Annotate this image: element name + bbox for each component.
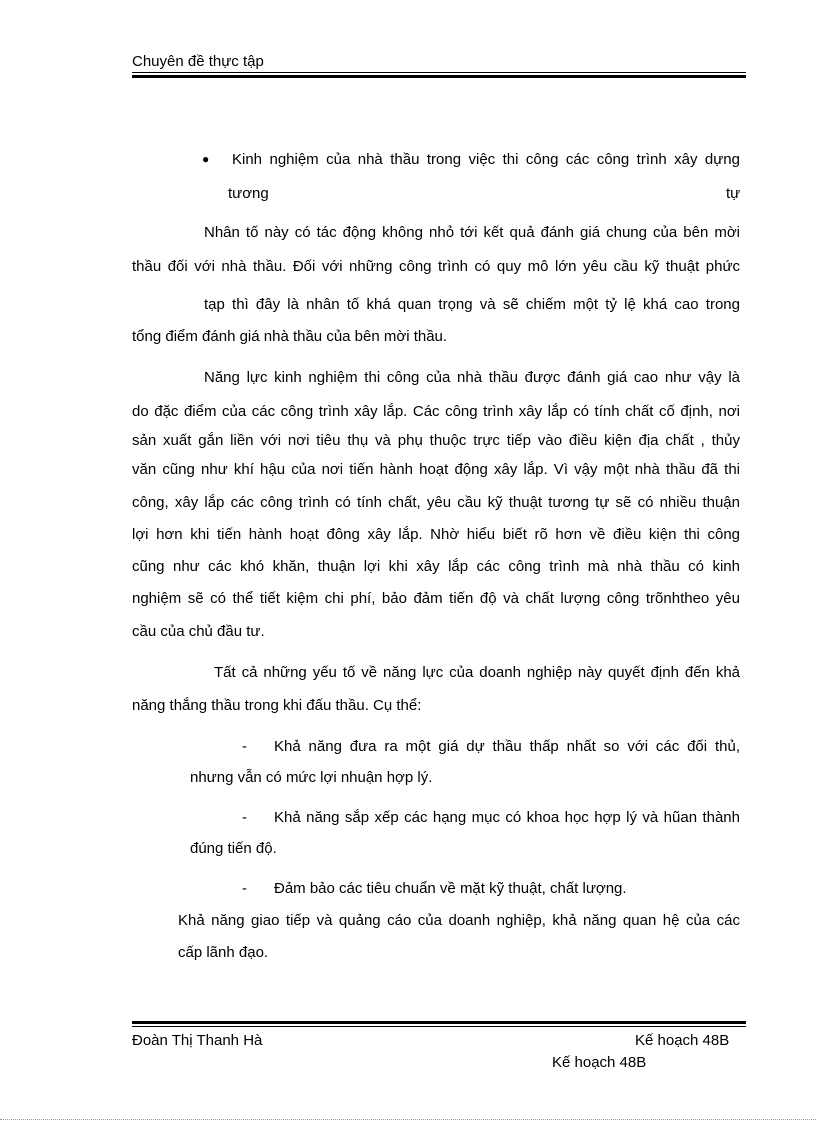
list-dash-1: - xyxy=(242,738,247,755)
header-rule-thin xyxy=(132,72,746,73)
para2-line-9: cầu của chủ đầu tư. xyxy=(132,623,265,640)
list-item-1-line-2: nhưng vẫn có mức lợi nhuận hợp lý. xyxy=(190,769,433,786)
footer-class-label: Kế hoạch 48B xyxy=(635,1032,730,1049)
para1-line-3: tạp thì đây là nhân tố khá quan trọng và sẽ chiếm một tỷ lệ khá cao trong xyxy=(204,296,740,313)
para2-line-7: cũng như các khó khăn, thuận lợi khi xây lắp các công trình mà nhà thầu có kinh xyxy=(132,558,740,575)
footer-author: Đoàn Thị Thanh Hà xyxy=(132,1032,263,1049)
para2-line-6: lợi hơn khi tiến hành hoạt đông xây lắp. Nhờ hiểu biết rõ hơn về điều kiện thi công xyxy=(132,526,740,543)
para2-line-8: nghiệm sẽ có thể tiết kiệm chi phí, bảo đảm tiến độ và chất lượng công trõnhtheo yêu xyxy=(132,590,740,607)
para2-line-4: văn cũng như khí hậu của nơi tiến hành hoạt động xây lắp. Vì vậy một nhà thầu đã thi xyxy=(132,461,740,478)
para2-line-3: sản xuất gắn liền với nơi tiêu thụ và phụ thuộc trực tiếp vào điều kiện địa chất , thủy xyxy=(132,432,740,449)
bullet-item-line-2-end: tự xyxy=(726,185,741,202)
list-item-3-line-1: Đảm bảo các tiêu chuẩn về mặt kỹ thuật, chất lượng. xyxy=(274,880,627,897)
para3-line-1: Tất cả những yếu tố về năng lực của doanh nghiệp này quyết định đến khả xyxy=(214,664,740,681)
header-rule-thick xyxy=(132,75,746,78)
list-item-2-line-1: Khả năng sắp xếp các hạng mục có khoa học hợp lý và hũan thành xyxy=(274,809,740,826)
list-item-1-line-1: Khả năng đưa ra một giá dự thầu thấp nhất so với các đối thủ, xyxy=(274,738,740,755)
para2-line-5: công, xây lắp các công trình có tính chất, yêu cầu kỹ thuật tương tự sẽ có nhiều thuận xyxy=(132,494,740,511)
footer-rule-thin xyxy=(132,1026,746,1027)
list-item-2-line-2: đúng tiến độ. xyxy=(190,840,277,857)
bullet-item-line-2-start: tương xyxy=(228,185,269,202)
bullet-icon: ● xyxy=(202,152,210,166)
para2-line-1: Năng lực kinh nghiệm thi công của nhà thầu được đánh giá cao như vậy là xyxy=(204,369,740,386)
page-header-title: Chuyên đề thực tập xyxy=(132,53,264,70)
footer-rule-thick xyxy=(132,1021,746,1024)
bullet-item-line-1: Kinh nghiệm của nhà thầu trong việc thi công các công trình xây dựng xyxy=(232,151,740,168)
para2-line-2: do đặc điểm của các công trình xây lắp. Các công trình xây lắp có tính chất cố định, nơi xyxy=(132,403,740,420)
page-bottom-dotted-border xyxy=(0,1119,816,1120)
para1-line-1: Nhân tố này có tác động không nhỏ tới kết quả đánh giá chung của bên mời xyxy=(204,224,740,241)
list-dash-2: - xyxy=(242,809,247,826)
para1-line-2: thầu đối với nhà thầu. Đối với những công trình có quy mô lớn yêu cầu kỹ thuật phức xyxy=(132,258,740,275)
para1-line-4: tổng điểm đánh giá nhà thầu của bên mời thầu. xyxy=(132,328,448,345)
para4-line-1: Khả năng giao tiếp và quảng cáo của doanh nghiệp, khả năng quan hệ của các xyxy=(178,912,740,929)
list-dash-3: - xyxy=(242,880,247,897)
footer-class-label-repeat: Kế hoạch 48B xyxy=(552,1054,647,1071)
para3-line-2: năng thắng thầu trong khi đấu thầu. Cụ thể: xyxy=(132,697,422,714)
para4-line-2: cấp lãnh đạo. xyxy=(178,944,269,961)
